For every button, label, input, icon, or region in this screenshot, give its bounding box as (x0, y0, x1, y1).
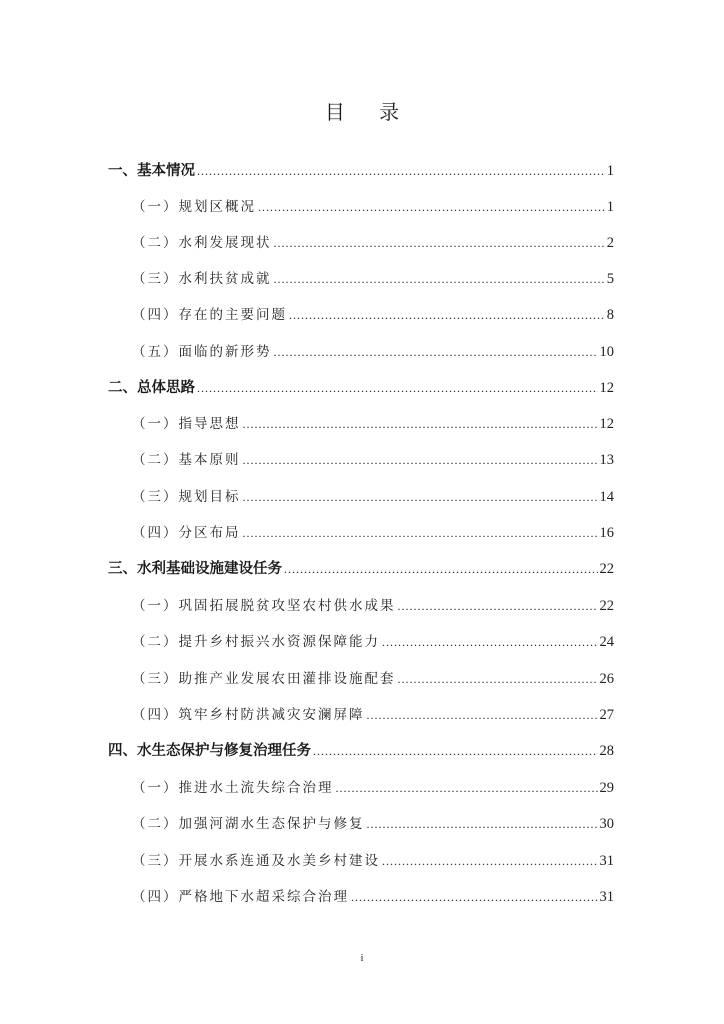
dot-leader (274, 236, 605, 252)
toc-chapter-entry[interactable] (108, 730, 614, 760)
toc-section-entry[interactable] (108, 803, 614, 833)
toc-entry-label: （三）规划目标 (132, 489, 241, 505)
toc-entry-label: （四）筑牢乡村防洪减灾安澜屏障 (132, 707, 365, 723)
dot-leader (258, 200, 605, 216)
dot-leader (274, 345, 598, 361)
toc-entry-label: （三）助推产业发展农田灌排设施配套 (132, 671, 396, 687)
toc-chapter-entry[interactable] (108, 548, 614, 578)
toc-entry-page: 26 (599, 671, 614, 687)
toc-entry-label: 二、总体思路 (108, 380, 195, 396)
toc-entry-label: （一）推进水土流失综合治理 (132, 780, 334, 796)
toc-entry-label: （四）严格地下水超采综合治理 (132, 889, 349, 905)
toc-entry-page: 10 (599, 344, 614, 360)
toc-entry-page: 29 (599, 780, 614, 796)
toc-entry-label: （二）加强河湖水生态保护与修复 (132, 816, 365, 832)
dot-leader (398, 599, 598, 615)
toc-entry-label: （四）存在的主要问题 (132, 307, 287, 323)
toc-entry-label: （一）巩固拓展脱贫攻坚农村供水成果 (132, 598, 396, 614)
dot-leader (351, 890, 598, 906)
toc-entry-label: 四、水生态保护与修复治理任务 (108, 743, 311, 759)
dot-leader (197, 164, 605, 180)
toc-section-entry[interactable] (108, 876, 614, 906)
dot-leader (382, 635, 598, 651)
toc-entry-page: 16 (599, 525, 614, 541)
toc-entry-page: 22 (599, 598, 614, 614)
toc-entry-page: 14 (599, 489, 614, 505)
toc-entry-page: 2 (606, 235, 614, 251)
dot-leader (243, 417, 598, 433)
toc-entry-page: 1 (606, 199, 614, 215)
page-number: i (360, 952, 364, 964)
dot-leader (274, 272, 605, 288)
dot-leader (313, 744, 598, 760)
toc-entry-page: 28 (599, 743, 614, 759)
dot-leader (197, 381, 598, 397)
toc-section-entry[interactable] (108, 476, 614, 506)
toc-entry-label: （三）水利扶贫成就 (132, 271, 272, 287)
dot-leader (382, 854, 598, 870)
toc-section-entry[interactable] (108, 186, 614, 216)
toc-section-entry[interactable] (108, 585, 614, 615)
toc-entry-page: 31 (599, 853, 614, 869)
toc-entry-label: （四）分区布局 (132, 525, 241, 541)
toc-entry-page: 1 (606, 163, 614, 179)
dot-leader (243, 526, 598, 542)
toc-entry-label: 一、基本情况 (108, 163, 195, 179)
toc-section-entry[interactable] (108, 294, 614, 324)
toc-section-entry[interactable] (108, 512, 614, 542)
toc-entry-label: （二）提升乡村振兴水资源保障能力 (132, 634, 380, 650)
toc-entry-label: 三、水利基础设施建设任务 (108, 561, 282, 577)
page-title: 目 录 (324, 100, 414, 124)
toc-entry-label: （一）规划区概况 (132, 199, 256, 215)
toc-section-entry[interactable] (108, 222, 614, 252)
toc-chapter-entry[interactable] (108, 367, 614, 397)
toc-entry-label: （一）指导思想 (132, 416, 241, 432)
toc-entry-page: 8 (606, 307, 614, 323)
toc-section-entry[interactable] (108, 840, 614, 870)
dot-leader (289, 308, 605, 324)
toc-section-entry[interactable] (108, 767, 614, 797)
dot-leader (367, 817, 598, 833)
toc-entry-page: 13 (599, 452, 614, 468)
toc-section-entry[interactable] (108, 403, 614, 433)
dot-leader (284, 562, 598, 578)
dot-leader (367, 708, 598, 724)
toc-section-entry[interactable] (108, 258, 614, 288)
toc-section-entry[interactable] (108, 694, 614, 724)
toc-entry-page: 31 (599, 889, 614, 905)
toc-entry-page: 24 (599, 634, 614, 650)
dot-leader (398, 672, 598, 688)
toc-entry-label: （二）水利发展现状 (132, 235, 272, 251)
toc-chapter-entry[interactable] (108, 150, 614, 180)
toc-entry-page: 22 (599, 561, 614, 577)
toc-entry-label: （二）基本原则 (132, 452, 241, 468)
toc-section-entry[interactable] (108, 621, 614, 651)
toc-entry-page: 5 (606, 271, 614, 287)
toc-section-entry[interactable] (108, 331, 614, 361)
toc-entry-label: （五）面临的新形势 (132, 344, 272, 360)
toc-section-entry[interactable] (108, 658, 614, 688)
dot-leader (243, 453, 598, 469)
toc-entry-page: 30 (599, 816, 614, 832)
dot-leader (243, 490, 598, 506)
toc-entry-page: 27 (599, 707, 614, 723)
dot-leader (336, 781, 598, 797)
toc-entry-page: 12 (599, 416, 614, 432)
toc-section-entry[interactable] (108, 439, 614, 469)
toc-entry-label: （三）开展水系连通及水美乡村建设 (132, 853, 380, 869)
toc-entry-page: 12 (599, 380, 614, 396)
